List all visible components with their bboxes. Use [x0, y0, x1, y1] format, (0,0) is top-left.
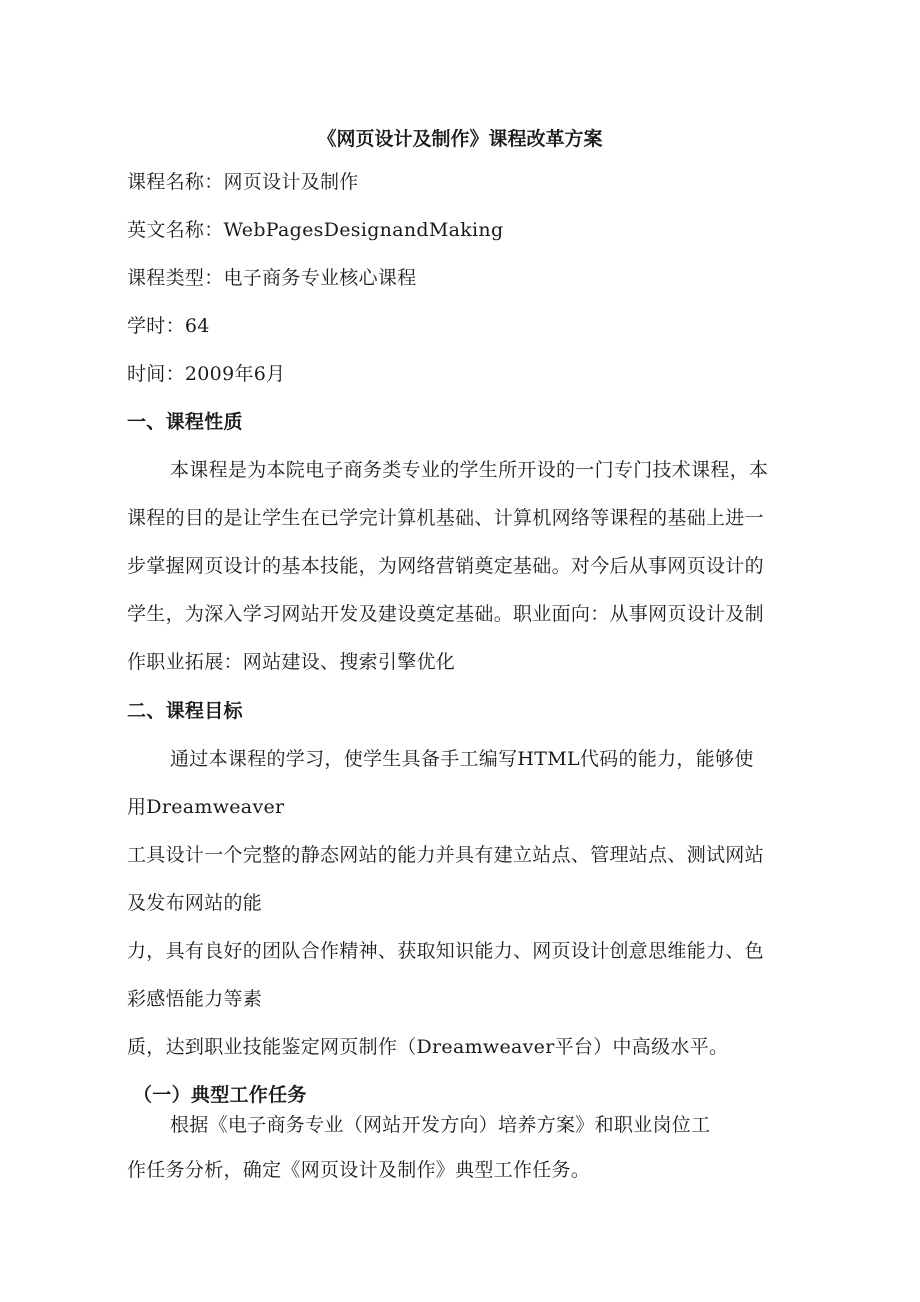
section-heading-nature: 一、课程性质 — [127, 411, 243, 433]
course-type: 课程类型：电子商务专业核心课程 — [127, 267, 417, 289]
paragraph-line: 质，达到职业技能鉴定网页制作（Dreamweaver平台）中高级水平。 — [127, 1036, 729, 1058]
paragraph-line: 通过本课程的学习，使学生具备手工编写HTML代码的能力，能够使 — [170, 748, 754, 770]
english-name: 英文名称：WebPagesDesignandMaking — [127, 219, 504, 241]
paragraph-line: 作任务分析，确定《网页设计及制作》典型工作任务。 — [127, 1159, 591, 1181]
paragraph-line: 根据《电子商务专业（网站开发方向）培养方案》和职业岗位工 — [170, 1114, 711, 1136]
paragraph-line: 本课程是为本院电子商务类专业的学生所开设的一门专门技术课程，本 — [170, 459, 769, 481]
paragraph-line: 作职业拓展：网站建设、搜索引擎优化 — [127, 651, 456, 673]
paragraph-line: 彩感悟能力等素 — [127, 988, 263, 1010]
date: 时间：2009年6月 — [127, 363, 286, 385]
paragraph-line: 工具设计一个完整的静态网站的能力并具有建立站点、管理站点、测试网站 — [127, 844, 764, 866]
paragraph-line: 学生，为深入学习网站开发及建设奠定基础。职业面向：从事网页设计及制 — [127, 603, 764, 625]
paragraph-line: 步掌握网页设计的基本技能，为网络营销奠定基础。对今后从事网页设计的 — [127, 555, 764, 577]
document-title: 《网页设计及制作》课程改革方案 — [317, 128, 603, 150]
paragraph-line: 课程的目的是让学生在已学完计算机基础、计算机网络等课程的基础上进一 — [127, 507, 764, 529]
course-name: 课程名称：网页设计及制作 — [127, 171, 359, 193]
class-hours: 学时：64 — [127, 315, 210, 337]
paragraph-line: 及发布网站的能 — [127, 892, 263, 914]
paragraph-line: 力，具有良好的团队合作精神、获取知识能力、网页设计创意思维能力、色 — [127, 940, 764, 962]
subsection-heading-tasks: （一）典型工作任务 — [133, 1084, 307, 1106]
section-heading-goals: 二、课程目标 — [127, 700, 243, 722]
paragraph-line: 用Dreamweaver — [127, 796, 285, 818]
